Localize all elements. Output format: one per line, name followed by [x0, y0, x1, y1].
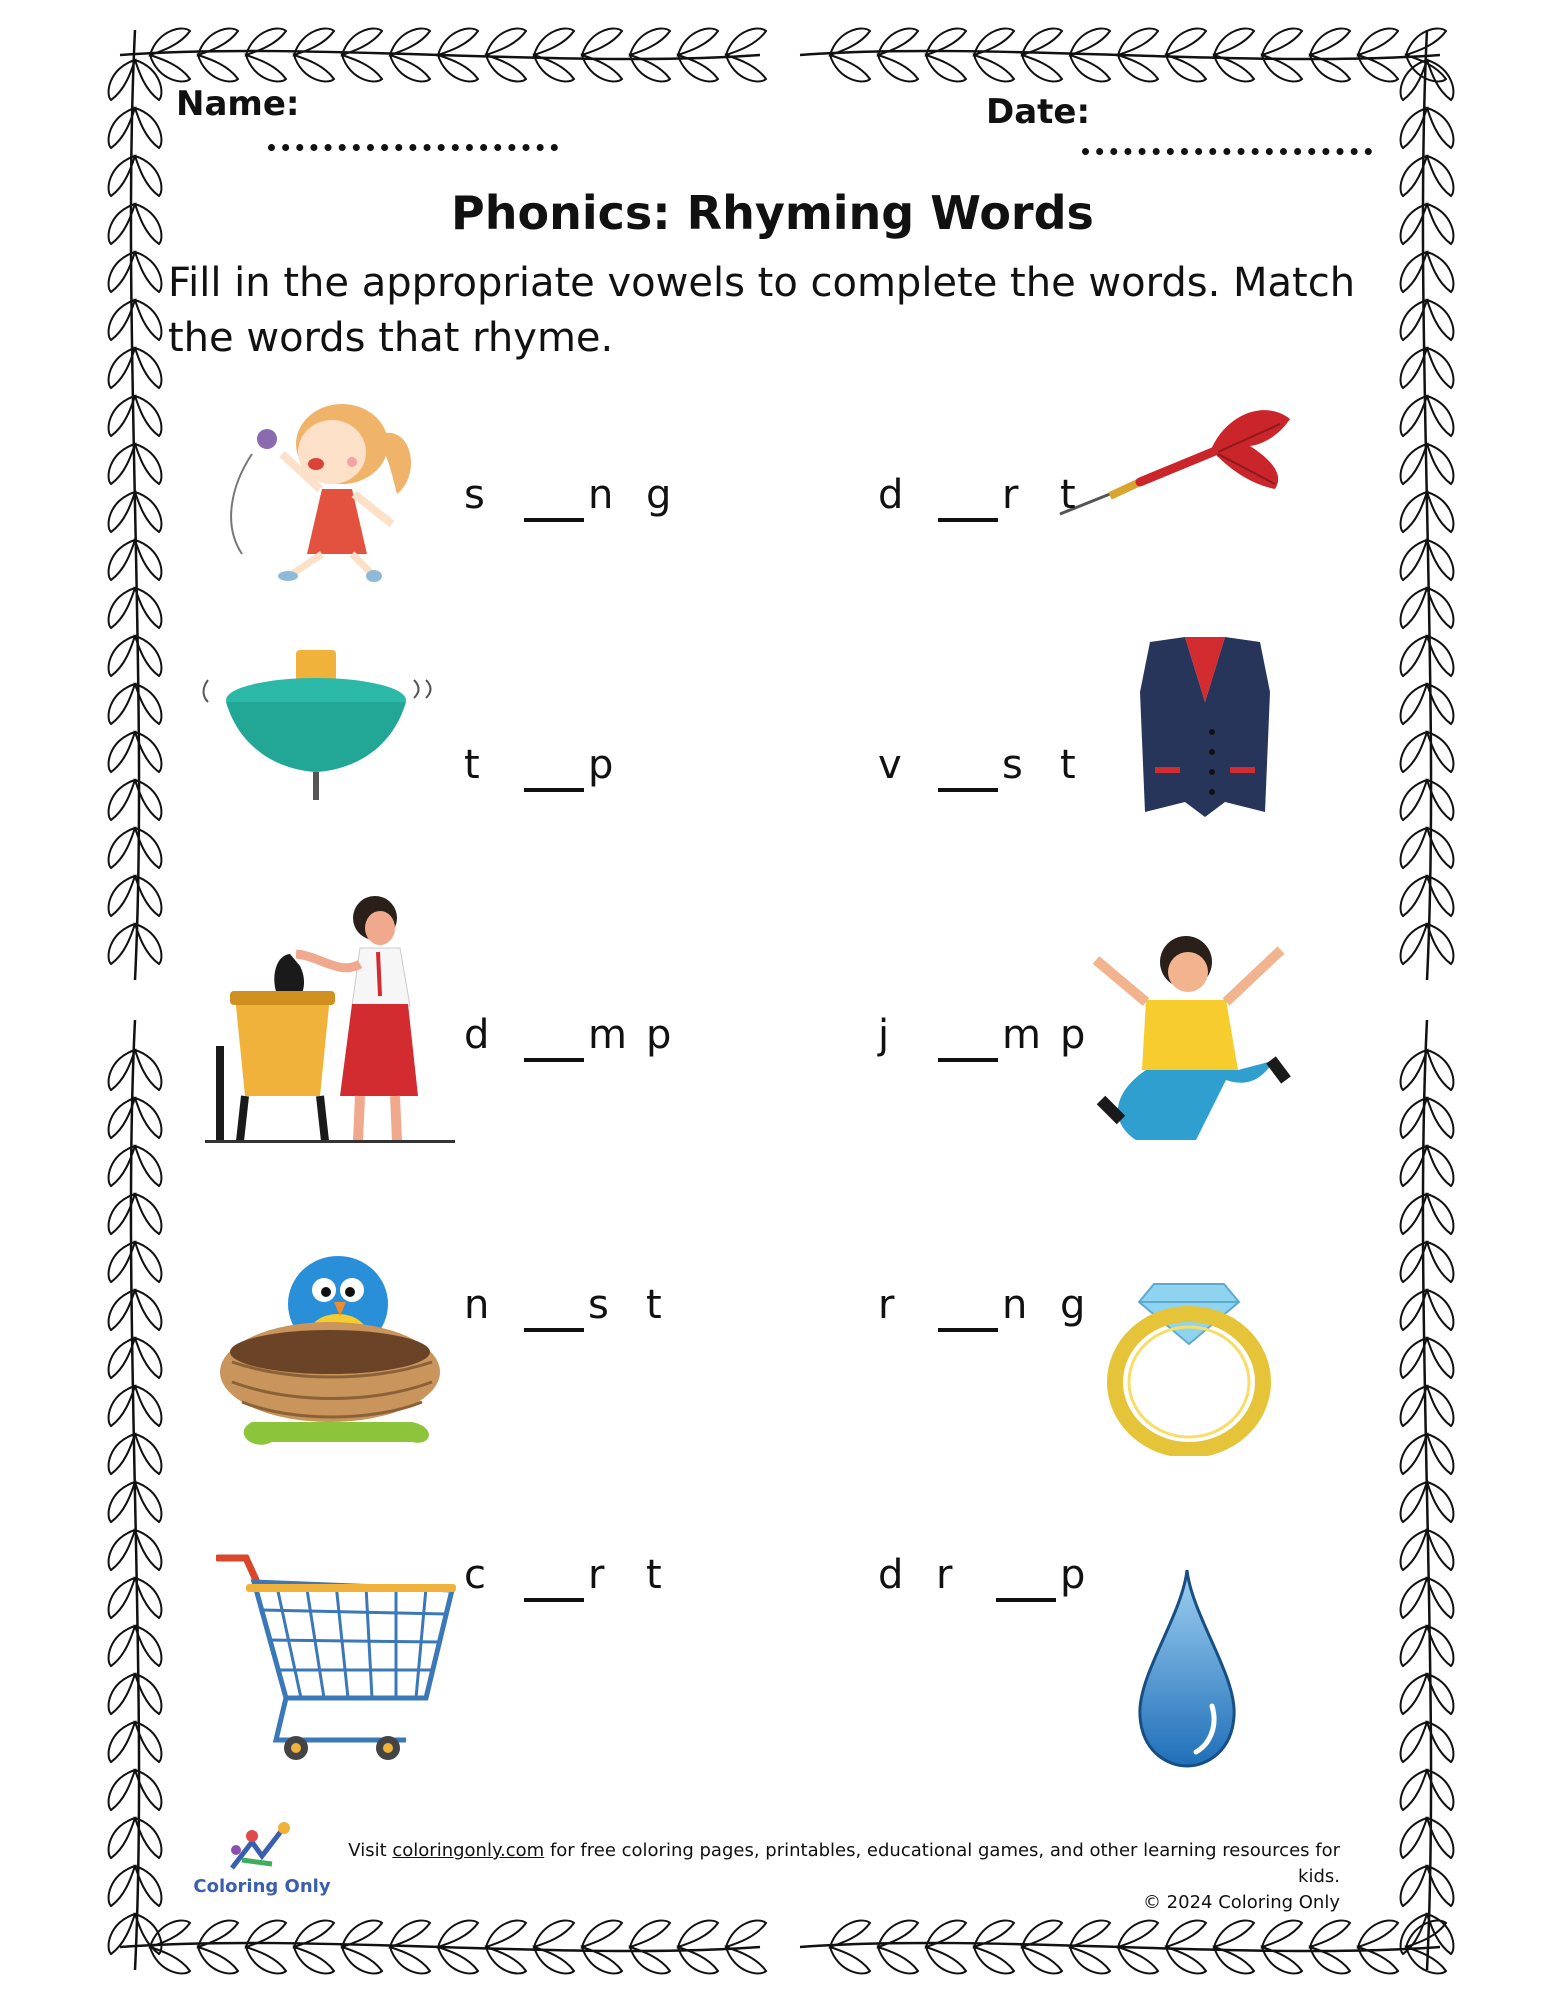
word-letter: j: [878, 1012, 890, 1058]
spinning-top-image: [200, 640, 440, 810]
word-letter: n: [588, 472, 614, 518]
vine-border-right-lower: [1392, 1020, 1462, 1970]
word-letter: p: [1060, 1552, 1086, 1598]
vine-border-bottom-right: [800, 1912, 1440, 1982]
vowel-blank[interactable]: [996, 1598, 1056, 1602]
vine-border-top-right: [800, 20, 1440, 90]
date-label: Date:: [986, 92, 1091, 132]
word-puzzle: [878, 742, 1118, 802]
word-puzzle: [464, 1012, 704, 1072]
word-letter: s: [1002, 742, 1023, 788]
word-letter: p: [646, 1012, 672, 1058]
word-letter: r: [878, 1282, 895, 1328]
word-puzzle: [878, 1012, 1118, 1072]
word-letter: n: [464, 1282, 490, 1328]
vowel-blank[interactable]: [524, 518, 584, 522]
girl-singing-image: [212, 394, 442, 584]
footer-text: [340, 1838, 1340, 1916]
vowel-blank[interactable]: [938, 1328, 998, 1332]
word-puzzle: [464, 1552, 704, 1612]
vine-border-right-upper: [1392, 30, 1462, 980]
worksheet-title: Phonics: Rhyming Words: [451, 186, 1094, 240]
word-letter: m: [1002, 1012, 1041, 1058]
logo-text: Coloring Only: [193, 1876, 331, 1897]
shopping-cart-image: [216, 1550, 456, 1766]
name-label: Name:: [176, 84, 300, 124]
word-letter: d: [878, 472, 904, 518]
word-letter: t: [646, 1552, 662, 1598]
diamond-ring-image: [1104, 1264, 1274, 1456]
word-letter: n: [1002, 1282, 1028, 1328]
word-letter: r: [1002, 472, 1019, 518]
vowel-blank[interactable]: [938, 1058, 998, 1062]
vine-border-left-lower: [100, 1020, 170, 1970]
word-letter: p: [1060, 1012, 1086, 1058]
word-puzzle: [464, 472, 704, 532]
vowel-blank[interactable]: [524, 1598, 584, 1602]
vest-image: [1130, 632, 1280, 822]
vine-border-left-upper: [100, 30, 170, 980]
name-field[interactable]: [268, 144, 558, 151]
word-puzzle: [464, 742, 704, 802]
date-field[interactable]: [1082, 148, 1372, 155]
word-letter: d: [464, 1012, 490, 1058]
word-puzzle: [464, 1282, 704, 1342]
word-letter: g: [1060, 1282, 1086, 1328]
word-letter: s: [464, 472, 485, 518]
word-letter: t: [1060, 472, 1076, 518]
word-puzzle: [878, 1282, 1118, 1342]
bird-in-nest-image: [212, 1232, 448, 1458]
water-drop-image: [1132, 1566, 1242, 1770]
word-letter: s: [588, 1282, 609, 1328]
girl-dumping-trash-image: [200, 896, 460, 1154]
vine-border-bottom-left: [120, 1912, 760, 1982]
word-letter: t: [464, 742, 480, 788]
word-letter: d: [878, 1552, 904, 1598]
word-letter: t: [646, 1282, 662, 1328]
word-puzzle: [878, 1552, 1118, 1612]
website-link[interactable]: coloringonly.com: [392, 1840, 545, 1861]
vine-border-top-left: [120, 20, 760, 90]
word-letter: p: [588, 742, 614, 788]
word-letter: r: [936, 1552, 953, 1598]
word-letter: r: [588, 1552, 605, 1598]
footer-prefix: Visit: [348, 1840, 393, 1861]
word-puzzle: [878, 472, 1118, 532]
vowel-blank[interactable]: [524, 1328, 584, 1332]
instructions: Fill in the appropriate vowels to complete the words. Match the words that rhyme.: [168, 260, 1356, 361]
vowel-blank[interactable]: [938, 788, 998, 792]
copyright: © 2024 Coloring Only: [1142, 1892, 1340, 1913]
word-letter: g: [646, 472, 672, 518]
word-letter: t: [1060, 742, 1076, 788]
word-letter: v: [878, 742, 902, 788]
footer-suffix: for free coloring pages, printables, educational games, and other learning resources for kids.: [544, 1840, 1340, 1887]
vowel-blank[interactable]: [938, 518, 998, 522]
vowel-blank[interactable]: [524, 1058, 584, 1062]
vowel-blank[interactable]: [524, 788, 584, 792]
word-letter: m: [588, 1012, 627, 1058]
word-letter: c: [464, 1552, 486, 1598]
coloring-only-logo: [192, 1820, 332, 1900]
